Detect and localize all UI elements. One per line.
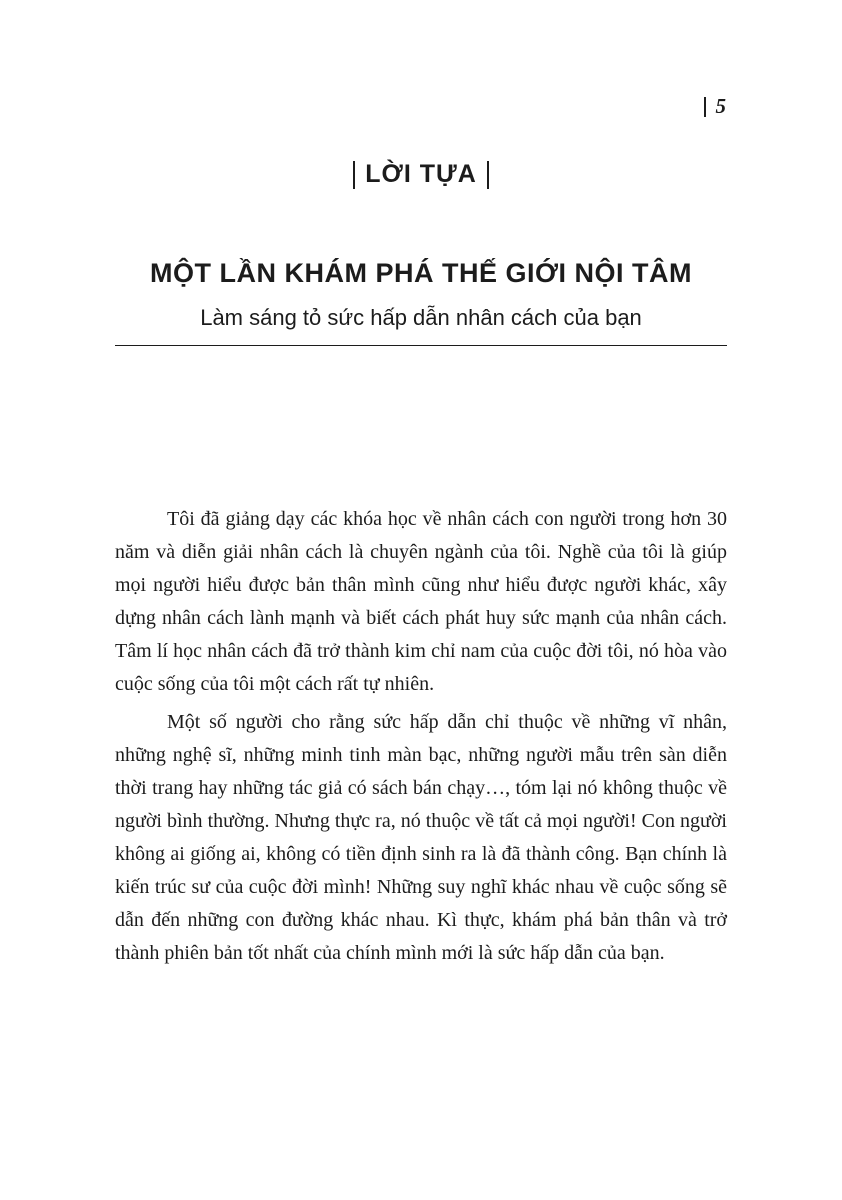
section-label-left-bar [353,161,355,189]
chapter-title: MỘT LẦN KHÁM PHÁ THẾ GIỚI NỘI TÂM [150,258,692,288]
section-label-text: LỜI TỰA [365,160,477,188]
title-rule [115,345,727,346]
section-label-right-bar [487,161,489,189]
page-number-divider [704,97,706,117]
chapter-subtitle: Làm sáng tỏ sức hấp dẫn nhân cách của bạn [200,305,642,330]
paragraph: Một số người cho rằng sức hấp dẫn chỉ thuộc về những vĩ nhân, những nghệ sĩ, những minh tinh màn bạc, những người mẫu trên sàn diễn thời trang hay những tác giả có sách bán chạy…, tóm lại nó không thuộc về người bình thường. Nhưng thực ra, nó thuộc về tất cả mọi người! Con người không ai giống ai, không có tiền định sinh ra là đã thành công. Bạn chính là kiến trúc sư của cuộc đời mình! Những suy nghĩ khác nhau về cuộc sống sẽ dẫn đến những con đường khác nhau. Kì thực, khám phá bản thân và trở thành phiên bản tốt nhất của chính mình mới là sức hấp dẫn của bạn. [115,711,727,964]
page-number [704,94,727,119]
page-number-value: 5 [715,94,726,118]
paragraph: Tôi đã giảng dạy các khóa học về nhân cách con người trong hơn 30 năm và diễn giải nhân cách là chuyên ngành của tôi. Nghề của tôi là giúp mọi người hiểu được bản thân mình cũng như hiểu được người khác, xây dựng nhân cách lành mạnh và biết cách phát huy sức mạnh của nhân cách. Tâm lí học nhân cách đã trở thành kim chỉ nam của cuộc đời tôi, nó hòa vào cuộc sống của tôi một cách rất tự nhiên. [115,508,727,695]
section-label [0,160,842,189]
title-block [115,258,727,346]
body-text [115,503,727,975]
